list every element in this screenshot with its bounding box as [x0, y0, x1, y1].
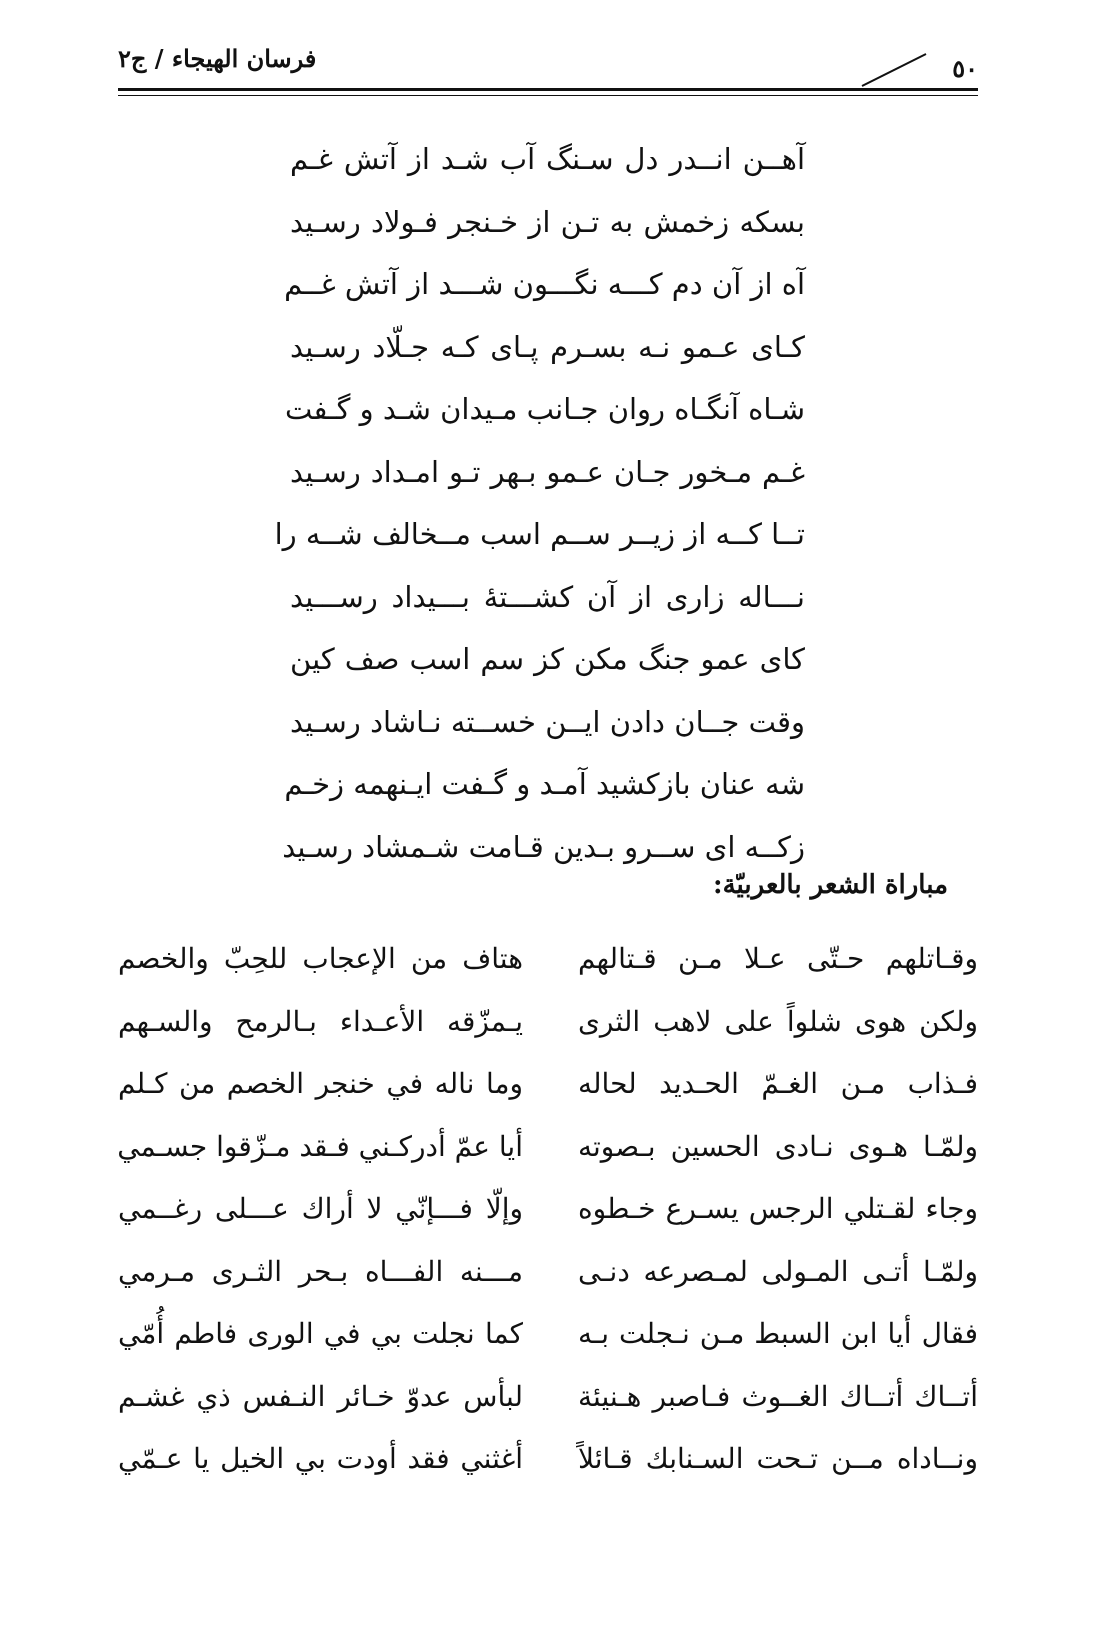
hemistich-second: أغثني فقد أودت بي الخيل يا عـمّي [118, 1442, 523, 1475]
couplet [118, 1428, 978, 1491]
couplet [118, 1366, 978, 1429]
header-ornament-icon [860, 52, 930, 88]
hemistich-second: وما ناله في خنجر الخصم من كـلم [118, 1067, 523, 1100]
poem-line: بسكه زخمش به تـن از خـنجر فـولاد رسـيد [290, 204, 805, 239]
poem-line: تــا كــه از زيــر ســم اسب مــخالف شــه را [274, 517, 805, 551]
couplet [118, 1241, 978, 1304]
hemistich-second: لبأس عدوّ خـائر النـفس ذي غشـم [118, 1379, 523, 1413]
couplet [118, 1303, 978, 1366]
hemistich-second: يـمزّقه الأعـداء بـالرمح والسـهم [118, 1004, 523, 1038]
hemistich-first: ولمّـا أتـى المـولى لمـصرعه دنـى [578, 1254, 978, 1288]
header-rule-thin [118, 95, 978, 96]
hemistich-first: ونــاداه مــن تـحت السـنابك قـائلاً [578, 1442, 978, 1475]
hemistich-first: وجاء لقـتلي الرجس يسـرع خـطوه [578, 1192, 978, 1225]
hemistich-first: ولمّـا هـوى نـادى الحسين بـصوته [578, 1129, 978, 1163]
couplet [118, 928, 978, 991]
hemistich-second: أيا عمّ أدركـني فـقد مـزّقوا جسـمي [117, 1129, 523, 1163]
hemistich-first: أتــاك أتــاك الغــوث فـاصبر هـنيئة [578, 1379, 978, 1413]
couplet [118, 1116, 978, 1179]
poem-line: كـاى عـمو نـه بسـرم پـاى كـه جـلّاد رسـيد [290, 329, 805, 364]
persian-poem [274, 128, 805, 878]
page-number: ٥٠ [952, 54, 978, 83]
hemistich-first: وقـاتلهم حـتّى عـلا مـن قـتالهم [578, 942, 978, 975]
poem-line: غـم مـخور جـان عـمو بـهر تـو امـداد رسـيد [290, 454, 805, 489]
hemistich-second: كما نجلت بي في الورى فاطم أُمّي [118, 1317, 523, 1350]
hemistich-first: ولكن هوى شلواً على لاهب الثرى [578, 1004, 978, 1038]
couplet [118, 1178, 978, 1241]
header-rule-thick [118, 88, 978, 91]
section-heading: مباراة الشعر بالعربيّة: [712, 870, 948, 900]
hemistich-second: مـــنه الفـــاه بـحر الثـرى مـرمي [118, 1254, 523, 1288]
poem-line: كاى عمو جنگ مكن كز سم اسب صف كين [290, 642, 805, 676]
couplet [118, 1053, 978, 1116]
running-title: فرسان الهيجاء / ج٢ [118, 44, 317, 73]
poem-line: وقت جــان دادن ايــن خســته نـاشاد رسـيد [290, 704, 805, 739]
couplet [118, 991, 978, 1054]
poem-line: آه از آن دم كـــه نگـــون شـــد از آتش غــم [284, 267, 805, 301]
poem-line: زكــه اى ســرو بـدين قـامت شـمشاد رسـيد [282, 829, 805, 864]
poem-line: آهــن انــدر دل سـنگ آب شـد از آتش غـم [290, 142, 805, 176]
hemistich-first: فقال أيا ابن السبط مـن نـجلت بـه [578, 1317, 978, 1350]
hemistich-second: وإلّا فـــإنّي لا أراك عـــلى رغــمي [118, 1192, 523, 1225]
hemistich-second: هتاف من الإعجاب للحِبّ والخصم [118, 942, 523, 975]
poem-line: شه عنان بازكشيد آمـد و گـفت ايـنهمه زخـم [284, 767, 805, 801]
arabic-poem [118, 928, 978, 1491]
hemistich-first: فـذاب مـن الغـمّ الحـديد لحاله [578, 1067, 978, 1100]
poem-line: شـاه آنگـاه روان جـانب مـيدان شـد و گـفت [284, 392, 805, 426]
poem-line: نـــاله زارى از آن كشـــتهٔ بـــيداد رســـيد [290, 579, 805, 614]
